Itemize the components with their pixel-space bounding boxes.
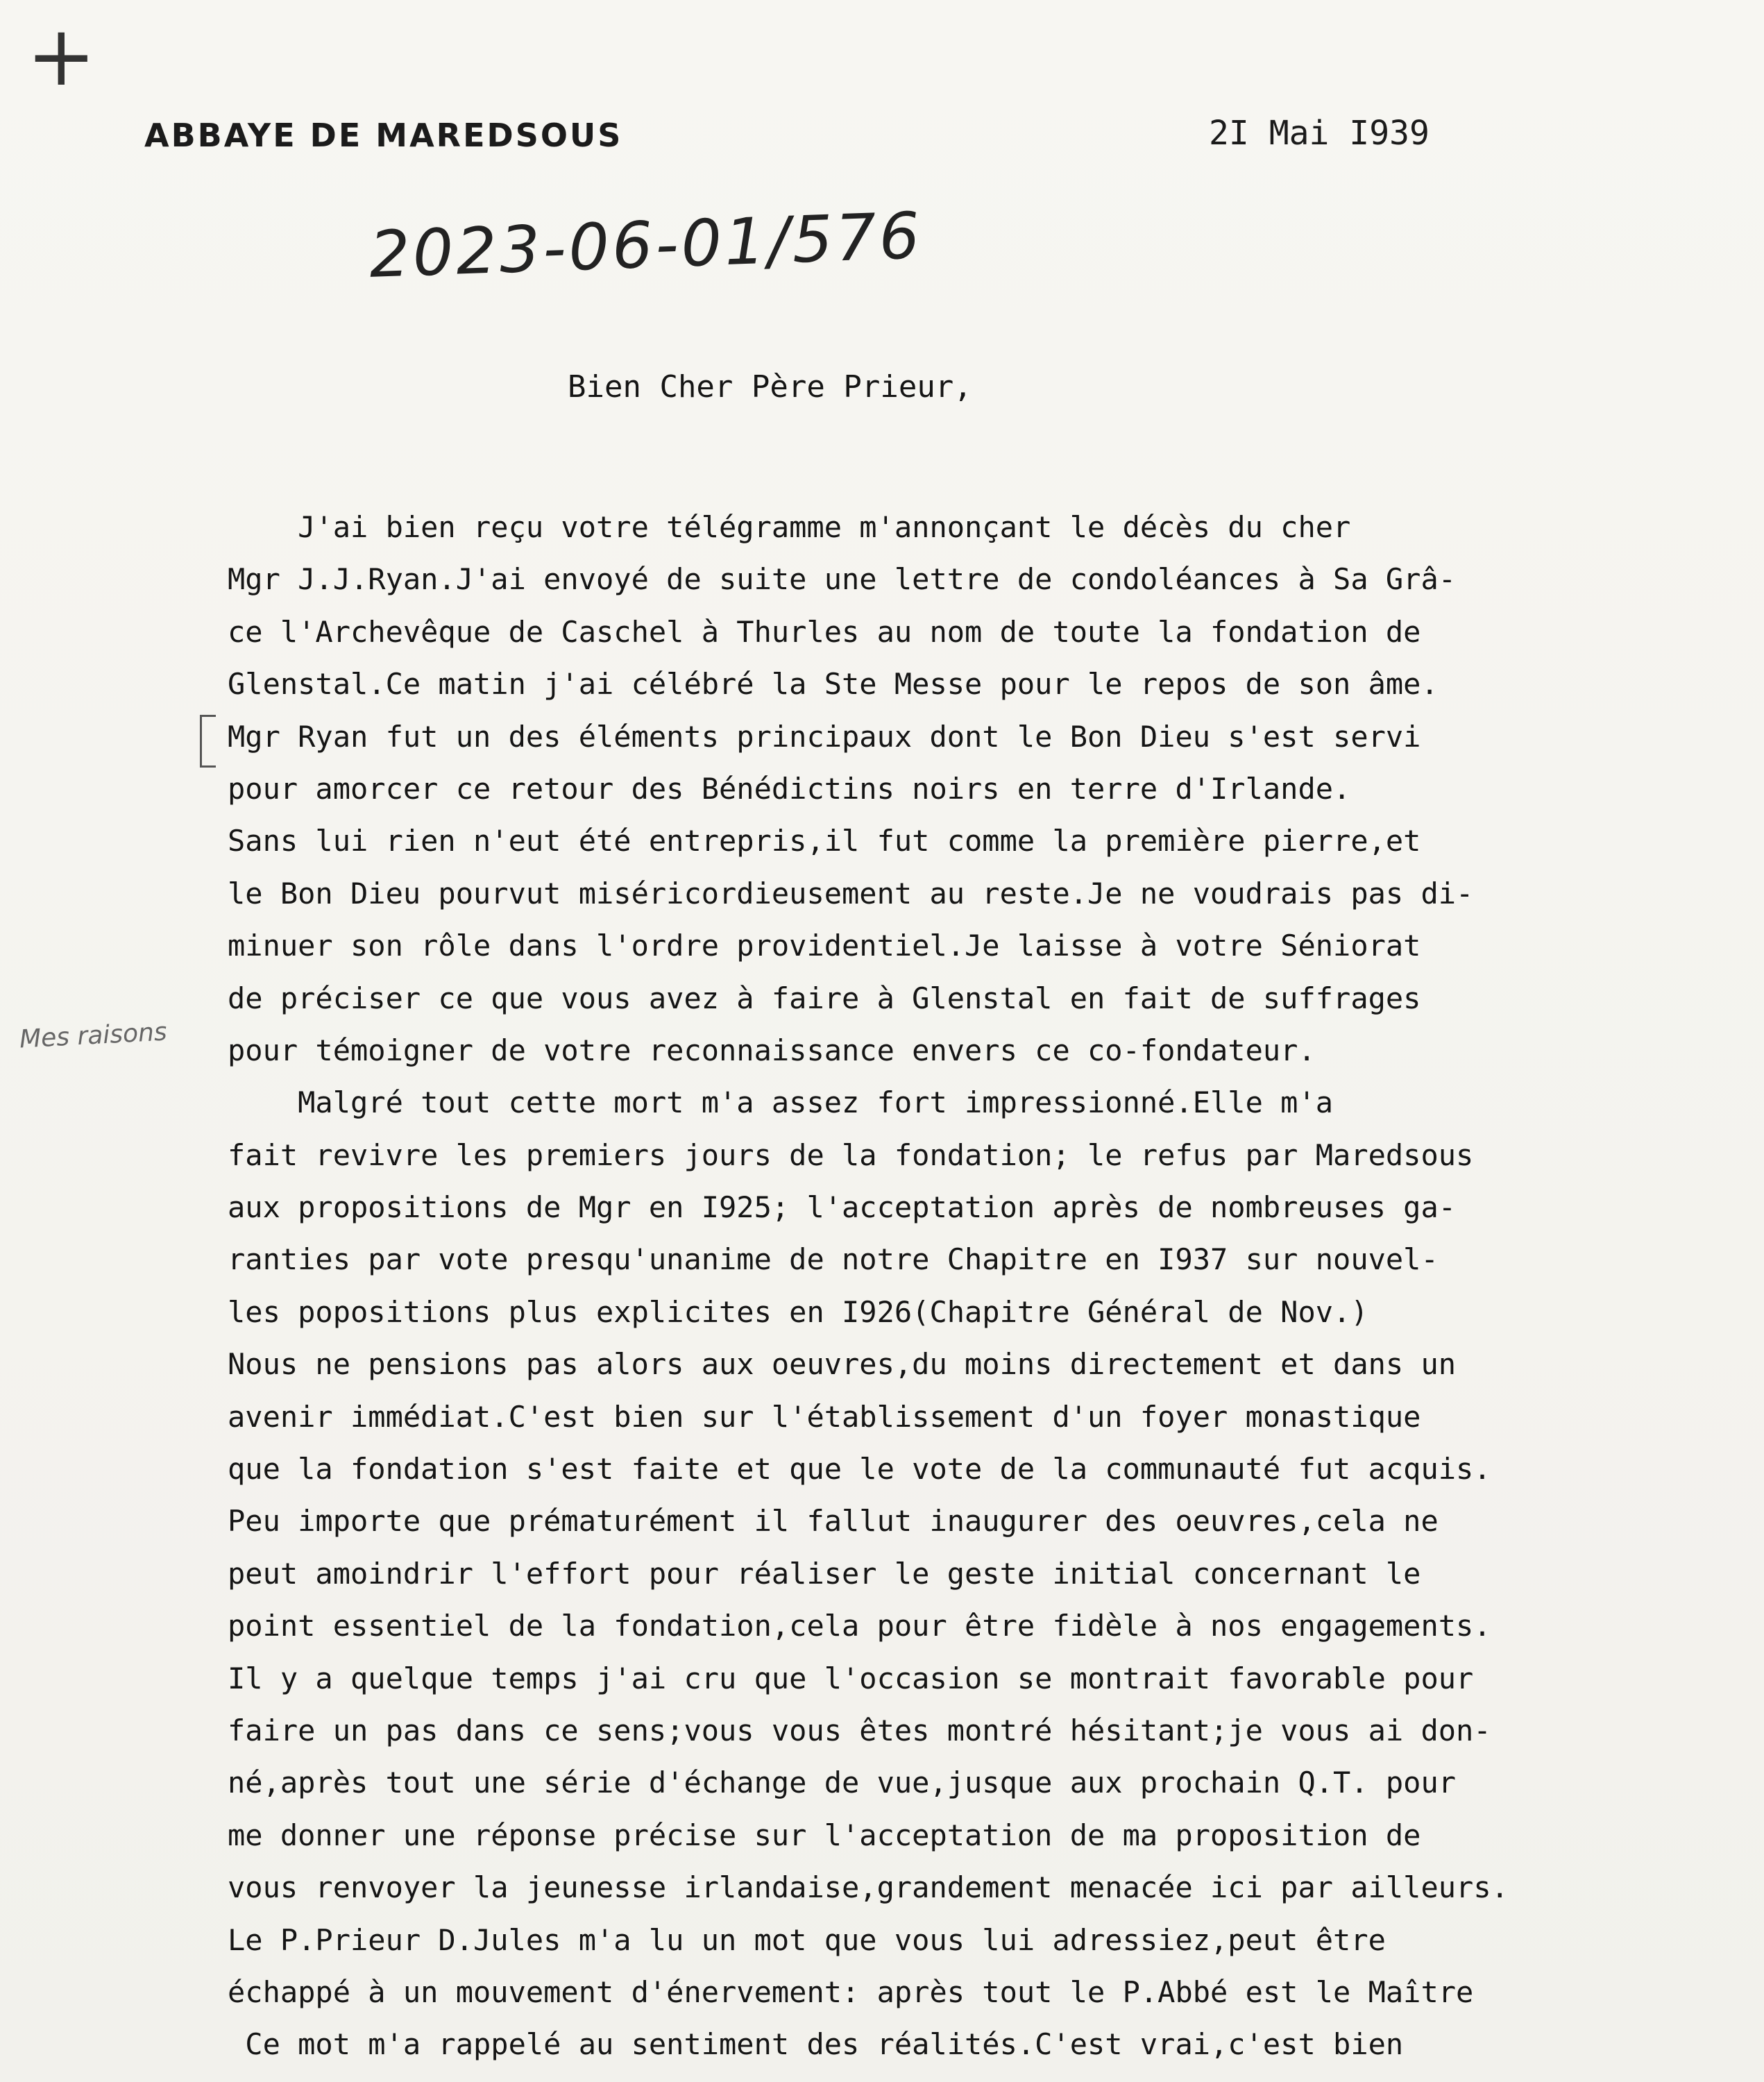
letter-line: échappé à un mouvement d'énervement: après tout le P.Abbé est le Maître (228, 1974, 1474, 2009)
letter-line: faire un pas dans ce sens;vous vous êtes montré hésitant;je vous ai don- (228, 1713, 1491, 1747)
letter-line: avenir immédiat.C'est bien sur l'établissement d'un foyer monastique (228, 1399, 1421, 1434)
letter-line: Mgr J.J.Ryan.J'ai envoyé de suite une lettre de condoléances à Sa Grâ- (228, 562, 1457, 597)
letter-line: Il y a quelque temps j'ai cru que l'occasion se montrait favorable pour (228, 1661, 1474, 1695)
letter-body (228, 501, 1754, 2071)
letter-line: pour amorcer ce retour des Bénédictins noirs en terre d'Irlande. (228, 771, 1351, 806)
letter-line: le Bon Dieu pourvut miséricordieusement au reste.Je ne voudrais pas di- (228, 876, 1474, 911)
letter-line: de préciser ce que vous avez à faire à Glenstal en fait de suffrages (228, 981, 1421, 1015)
letter-line: Mgr Ryan fut un des éléments principaux dont le Bon Dieu s'est servi (228, 719, 1421, 754)
letter-line: J'ai bien reçu votre télégramme m'annonçant le décès du cher (228, 510, 1351, 544)
letter-line: Nous ne pensions pas alors aux oeuvres,du moins directement et dans un (228, 1347, 1457, 1382)
letter-line: point essentiel de la fondation,cela pour être fidèle à nos engagements. (228, 1609, 1491, 1643)
letter-line: les popositions plus explicites en I926(Chapitre Général de Nov.) (228, 1294, 1368, 1329)
letter-line: ranties par vote presqu'unanime de notre Chapitre en I937 sur nouvel- (228, 1242, 1439, 1277)
letter-line: que la fondation s'est faite et que le vote de la communauté fut acquis. (228, 1452, 1491, 1487)
letter-line: Peu importe que prématurément il fallut inaugurer des oeuvres,cela ne (228, 1504, 1439, 1539)
salutation: Bien Cher Père Prieur, (568, 369, 972, 405)
letter-line: ce l'Archevêque de Caschel à Thurles au nom de toute la fondation de (228, 614, 1421, 649)
archive-stamp-number: 2023-06-01/576 (368, 198, 924, 292)
letter-line: aux propositions de Mgr en I925; l'acceptation après de nombreuses ga- (228, 1190, 1457, 1225)
letterhead: ABBAYE DE MAREDSOUS (144, 117, 623, 154)
letter-line: Glenstal.Ce matin j'ai célébré la Ste Messe pour le repos de son âme. (228, 667, 1439, 702)
letter-line: Malgré tout cette mort m'a assez fort impressionné.Elle m'a (228, 1085, 1334, 1120)
letter-line: né,après tout une série d'échange de vue,jusque aux prochain Q.T. pour (228, 1766, 1457, 1800)
letter-line: pour témoigner de votre reconnaissance envers ce co-fondateur. (228, 1033, 1316, 1067)
letter-line: minuer son rôle dans l'ordre providentiel.Je laisse à votre Séniorat (228, 929, 1421, 963)
letter-line: Sans lui rien n'eut été entrepris,il fut comme la première pierre,et (228, 824, 1421, 858)
letter-line: vous renvoyer la jeunesse irlandaise,grandement menacée ici par ailleurs. (228, 1870, 1509, 1905)
margin-annotation: Mes raisons (19, 1017, 168, 1054)
letter-line: fait revivre les premiers jours de la fondation; le refus par Maredsous (228, 1137, 1474, 1172)
letter-line: Ce mot m'a rappelé au sentiment des réalités.C'est vrai,c'est bien (228, 2027, 1404, 2062)
handwritten-cross-mark: + (26, 8, 96, 105)
letter-line: me donner une réponse précise sur l'acceptation de ma proposition de (228, 1818, 1421, 1852)
margin-bracket-icon (200, 715, 216, 768)
letter-line: peut amoindrir l'effort pour réaliser le geste initial concernant le (228, 1556, 1421, 1591)
letter-line: Le P.Prieur D.Jules m'a lu un mot que vous lui adressiez,peut être (228, 1922, 1386, 1957)
letter-date: 2I Mai I939 (1209, 114, 1430, 153)
